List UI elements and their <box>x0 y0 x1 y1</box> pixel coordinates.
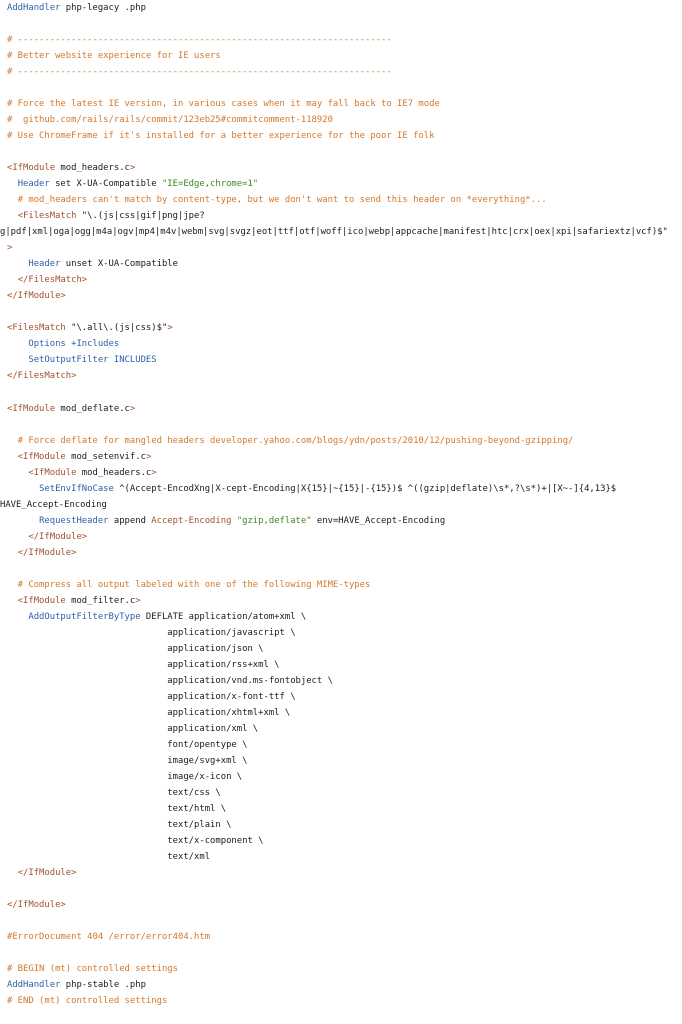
code-line <box>7 801 682 817</box>
code-token-directive: AddOutputFilterByType <box>28 611 141 622</box>
code-line <box>0 497 682 513</box>
code-line <box>7 112 682 128</box>
code-token-plain <box>7 548 18 558</box>
code-line <box>7 849 682 865</box>
code-token-plain <box>7 596 18 606</box>
code-token-plain: g|pdf|xml|oga|ogg|m4a|ogv|mp4|m4v|webm|svg|svgz|eot|ttf|otf|woff|ico|webp|appcache|manifest|htc|crx|oex|xpi|safariextz|vcf)$" <box>0 227 668 238</box>
code-token-comment: # ---------------------------------------------------------------------- <box>7 35 392 46</box>
code-token-plain: mod_headers.c <box>55 163 130 174</box>
code-token-tag: > <box>151 467 157 478</box>
code-line <box>7 192 682 208</box>
code-token-plain: HAVE_Accept-Encoding <box>0 499 107 510</box>
code-line <box>7 721 682 737</box>
code-token-tag: <IfModule <box>7 403 56 414</box>
code-line <box>7 865 682 881</box>
code-token-tag: > <box>135 595 141 606</box>
code-line <box>7 368 682 384</box>
code-line <box>7 352 682 368</box>
code-token-comment: # BEGIN (mt) controlled settings <box>7 964 178 975</box>
code-token-directive: Header <box>17 179 50 190</box>
code-line <box>7 609 682 625</box>
code-line <box>7 993 682 1009</box>
code-line <box>7 96 682 112</box>
code-token-comment: # Compress all output labeled with one of the following MIME-types <box>7 579 371 590</box>
code-token-plain: application/json \ <box>7 643 264 654</box>
code-token-plain: php-stable .php <box>60 980 146 991</box>
code-line <box>7 272 682 288</box>
code-token-directive: AddHandler <box>7 980 61 991</box>
code-line <box>7 433 682 449</box>
code-token-plain: image/x-icon \ <box>7 771 243 782</box>
code-token-directive: SetEnvIfNoCase <box>39 483 114 494</box>
code-token-plain <box>7 452 18 462</box>
code-line <box>7 545 682 561</box>
code-token-comment: # ---------------------------------------------------------------------- <box>7 67 392 78</box>
code-line <box>7 577 682 593</box>
code-token-plain <box>7 211 18 221</box>
code-token-tag: <IfModule <box>7 163 56 174</box>
code-line <box>7 481 682 497</box>
code-token-plain <box>7 275 18 285</box>
code-token-plain: php-legacy .php <box>60 3 146 13</box>
code-token-plain <box>7 868 18 878</box>
code-token-plain: application/javascript \ <box>7 627 296 638</box>
code-token-tag: <FilesMatch <box>7 323 66 334</box>
code-line <box>7 128 682 144</box>
code-line <box>7 737 682 753</box>
code-token-plain <box>7 484 39 494</box>
code-token-plain <box>7 339 28 349</box>
code-token-plain: append <box>108 515 152 526</box>
code-token-directive: Header <box>28 259 61 270</box>
code-token-plain: unset X-UA-Compatible <box>60 259 178 270</box>
code-line <box>7 449 682 465</box>
code-token-plain <box>7 468 28 478</box>
code-token-tag: <IfModule <box>17 451 66 462</box>
code-line <box>7 401 682 417</box>
code-line <box>7 336 682 352</box>
code-token-tag: </IfModule> <box>7 291 66 302</box>
code-line <box>7 817 682 833</box>
code-line <box>0 224 682 240</box>
code-line <box>7 160 682 176</box>
code-token-string: "gzip,deflate" <box>236 515 312 526</box>
code-token-plain: text/plain \ <box>7 820 232 831</box>
code-token-tag: </IfModule> <box>17 547 77 558</box>
code-token-directive: RequestHeader <box>39 515 109 526</box>
code-token-tag: </FilesMatch> <box>7 371 77 382</box>
code-line <box>7 288 682 304</box>
code-token-regex: ^((gzip|deflate)\s*,?\s*)+|[X~-]{4,13}$ <box>407 483 617 494</box>
code-token-plain: application/rss+xml \ <box>7 659 280 670</box>
code-token-plain: text/html \ <box>7 804 227 814</box>
code-line <box>7 689 682 705</box>
code-line <box>7 977 682 993</box>
code-token-plain: application/x-font-ttf \ <box>7 691 296 702</box>
code-token-plain: DEFLATE application/atom+xml \ <box>140 611 307 622</box>
code-token-tag: </FilesMatch> <box>17 275 88 286</box>
code-token-plain: text/css \ <box>7 787 221 798</box>
code-token-directive: +Includes <box>71 339 120 350</box>
code-line <box>7 513 682 529</box>
code-line <box>7 256 682 272</box>
code-token-tag: > <box>7 243 13 254</box>
code-token-plain: env=HAVE_Accept-Encoding <box>311 515 446 526</box>
code-token-tag: </IfModule> <box>7 900 66 911</box>
code-token-plain: font/opentype \ <box>7 739 248 750</box>
code-token-plain <box>7 355 28 365</box>
code-token-tag: </IfModule> <box>17 868 77 879</box>
code-token-tag: > <box>129 163 136 174</box>
code-token-directive: Options <box>28 339 66 350</box>
code-token-comment: #ErrorDocument 404 /error/error404.htm <box>7 932 211 943</box>
code-token-directive: INCLUDES <box>113 355 157 366</box>
code-token-comment: # END (mt) controlled settings <box>7 996 168 1007</box>
code-line <box>7 176 682 192</box>
code-line <box>7 625 682 641</box>
code-token-plain <box>7 532 28 542</box>
code-token-tag: Accept-Encoding <box>151 515 232 526</box>
code-line <box>7 208 682 224</box>
code-line <box>7 833 682 849</box>
code-token-plain: "\.(js|css|gif|png|jpe? <box>76 211 205 222</box>
code-token-tag: > <box>145 451 152 462</box>
code-line <box>7 593 682 609</box>
code-line <box>7 897 682 913</box>
code-token-plain: set X-UA-Compatible <box>49 179 162 190</box>
code-line <box>7 465 682 481</box>
code-token-plain <box>7 516 39 526</box>
code-token-directive: AddHandler <box>7 3 61 13</box>
code-token-plain: application/xml \ <box>7 723 259 734</box>
code-line <box>7 320 682 336</box>
code-line <box>7 0 682 16</box>
code-line <box>7 705 682 721</box>
code-line <box>7 32 682 48</box>
code-line <box>7 929 682 945</box>
code-token-plain: mod_setenvif.c <box>65 451 146 462</box>
code-line <box>7 657 682 673</box>
code-token-plain: text/xml <box>7 852 211 863</box>
code-token-plain: "\.all\.(js|css)$" <box>65 323 168 334</box>
code-token-tag: </IfModule> <box>28 531 88 542</box>
code-token-plain: mod_deflate.c <box>55 403 130 414</box>
code-token-comment: # mod_headers can't match by content-type, but we don't want to send this header on *everything*... <box>7 195 547 206</box>
code-token-comment: # Force deflate for mangled headers developer.yahoo.com/blogs/ydn/posts/2010/12/pushing-beyond-gzipping/ <box>7 435 574 446</box>
code-token-comment: # Use ChromeFrame if it's installed for a better experience for the poor IE folk <box>7 131 435 142</box>
code-line <box>7 48 682 64</box>
code-line <box>7 529 682 545</box>
code-line <box>7 785 682 801</box>
code-token-tag: <IfModule <box>17 595 66 606</box>
code-token-comment: # github.com/rails/rails/commit/123eb25#commitcomment-118920 <box>7 115 333 126</box>
code-token-tag: > <box>167 323 173 334</box>
code-line <box>7 753 682 769</box>
code-token-plain: application/vnd.ms-fontobject \ <box>7 675 333 686</box>
code-token-comment: # Force the latest IE version, in various cases when it may fall back to IE7 mode <box>7 99 440 110</box>
code-line <box>7 641 682 657</box>
code-line <box>7 961 682 977</box>
code-token-string: "IE=Edge,chrome=1" <box>161 179 259 190</box>
code-token-tag: <FilesMatch <box>17 211 77 222</box>
code-line <box>7 769 682 785</box>
code-token-regex: ^(Accept-EncodXng|X-cept-Encoding|X{15}|~{15}|-{15})$ <box>119 483 403 494</box>
code-token-plain: text/x-component \ <box>7 836 264 847</box>
code-token-plain: image/svg+xml \ <box>7 755 248 766</box>
code-token-tag: <IfModule <box>28 467 77 478</box>
code-line <box>7 240 682 256</box>
code-token-plain <box>7 179 18 189</box>
code-token-plain <box>7 612 28 622</box>
code-line <box>7 64 682 80</box>
code-token-plain: application/xhtml+xml \ <box>7 707 291 718</box>
code-token-tag: > <box>129 403 136 414</box>
code-token-plain <box>7 259 28 269</box>
code-token-comment: # Better website experience for IE users <box>7 51 221 62</box>
code-token-plain: mod_headers.c <box>76 467 152 478</box>
code-token-plain: mod_filter.c <box>65 595 136 606</box>
code-line <box>7 673 682 689</box>
code-token-directive: SetOutputFilter <box>28 355 109 366</box>
